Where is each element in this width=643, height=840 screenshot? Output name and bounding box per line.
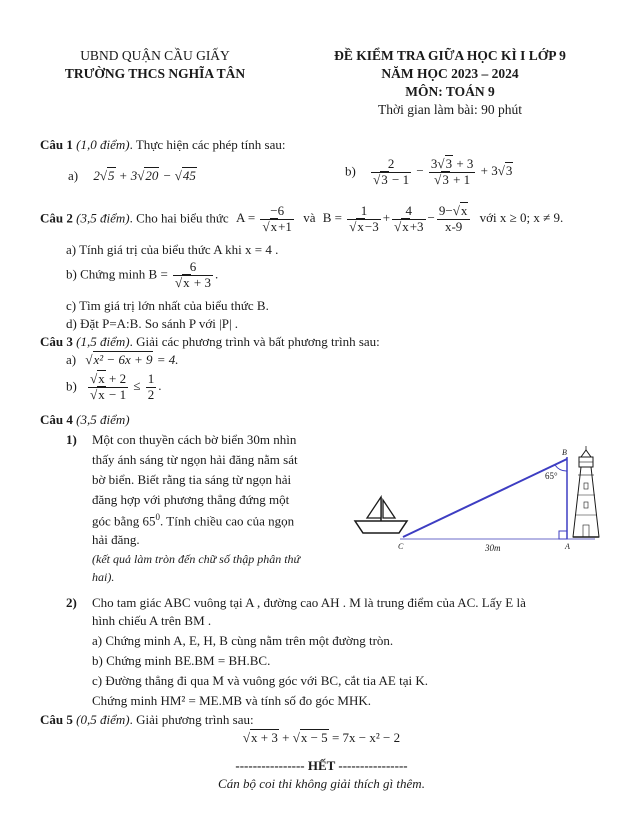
exam-title: ĐỀ KIỂM TRA GIỮA HỌC KÌ I LỚP 9: [334, 48, 566, 63]
q4-p2-c2: Chứng minh HM² = ME.MB và tính số đo góc MHK.: [92, 693, 372, 708]
q1-b: [345, 157, 513, 188]
q2-a: a) Tính giá trị của biểu thức A khi x = 4 .: [66, 242, 279, 257]
light-ray: [403, 459, 567, 537]
q4-p1-line4: đăng hợp với phương thẳng đứng một: [92, 492, 290, 507]
q4-p1-line3: bờ biển. Biết rằng tia sáng từ ngọn hải: [92, 472, 292, 487]
q2-and: và: [303, 210, 316, 226]
point-A-label: A: [565, 542, 570, 551]
q1-heading: [40, 137, 285, 153]
q1-a-label: a): [68, 168, 79, 183]
q1-a-expression: 2√5 + 3√20 − √45: [93, 168, 196, 183]
q5-points: (0,5 điểm): [76, 712, 130, 727]
q1-label: Câu 1: [40, 137, 73, 152]
q3-label: Câu 3: [40, 334, 73, 349]
q2-intro: . Cho hai biểu thức: [129, 210, 229, 226]
q1-points: (1,0 điểm): [76, 137, 130, 152]
footer-note: Cán bộ coi thi không giải thích gì thêm.: [218, 776, 425, 791]
q4-p1-line5b: . Tính chiều cao của ngọn: [160, 513, 295, 529]
q4-p1-line2: thấy ánh sáng từ ngọn hải đăng nằm sát: [92, 452, 298, 467]
q4-points: (3,5 điểm): [76, 412, 130, 427]
q4-p1-line5a: góc bằng 65: [92, 513, 156, 529]
subject: MÔN: TOÁN 9: [405, 84, 495, 99]
q4-p2-line2: hình chiếu A trên BM .: [92, 613, 212, 628]
q3-a: [66, 352, 179, 368]
q4-p2-c1: c) Đường thẳng đi qua M và vuông góc với BC, cắt tia AE tại K.: [92, 673, 428, 688]
point-B-label: B: [562, 448, 567, 457]
q3-intro: . Giải các phương trình và bất phương trình sau:: [129, 334, 380, 349]
q4-p1-line6: hải đăng.: [92, 532, 140, 547]
q2-expr-A: A = $\frac{-6}{√x+1}$: [235, 203, 292, 234]
header-school: TRƯỜNG THCS NGHĨA TÂN: [64, 66, 246, 81]
boat-icon: [355, 497, 407, 533]
q3-b: [66, 372, 161, 403]
end-marker: ---------------- HẾT ----------------: [235, 758, 408, 773]
q1-b-label: b): [345, 163, 356, 179]
time-limit: Thời gian làm bài: 90 phút: [378, 102, 522, 117]
right-angle-marker: [559, 531, 567, 539]
q2-d: d) Đặt P=A:B. So sánh P với |P| .: [66, 316, 239, 331]
header-district: UBND QUẬN CẦU GIẤY: [80, 48, 230, 63]
q4-p1-line1: Một con thuyền cách bờ biển 30m nhìn: [92, 432, 297, 447]
q3-a-equation: √x² − 6x + 9 = 4.: [85, 352, 179, 367]
q2-condition: với x ≥ 0; x ≠ 9.: [479, 210, 564, 226]
q4-heading: [40, 412, 130, 428]
q4-p2-line1: Cho tam giác ABC vuông tại A , đường cao AH . M là trung điểm của AC. Lấy E là: [92, 595, 526, 610]
q4-label: Câu 4: [40, 412, 73, 427]
q4-part2-number: 2): [66, 595, 77, 610]
q1-b-expression: $\frac{2}{√3 - 1}$ − $\frac{3√3 + 3}{√3 + 1}$ + 3√3: [373, 156, 513, 187]
q2-b-prefix: b) Chứng minh B =: [66, 266, 168, 282]
q3-b-inequality: $\frac{√x + 2}{√x - 1}$ ≤ $\frac{1}{2}$ .: [90, 371, 162, 402]
q4-p2-a: a) Chứng minh A, E, H, B cùng nằm trên một đường tròn.: [92, 633, 394, 648]
q4-p1-note2: hai).: [92, 570, 115, 584]
q3-a-label: a): [66, 352, 77, 367]
q4-p1-note1: (kết quả làm tròn đến chữ số thập phân thứ: [92, 552, 301, 566]
q2-heading: [40, 204, 563, 235]
school-year: NĂM HỌC 2023 – 2024: [381, 66, 519, 81]
point-C-label: C: [398, 542, 404, 551]
q1-intro: . Thực hiện các phép tính sau:: [129, 137, 286, 152]
q2-b: b) Chứng minh B = $\frac{6}{√x + 3}$ .: [66, 259, 219, 290]
lighthouse-icon: [573, 446, 599, 537]
q2-label: Câu 2: [40, 210, 73, 226]
q1-a: [68, 168, 197, 184]
q3-b-label: b): [66, 378, 77, 394]
q5-equation: √x + 3 + √x − 5 = 7x − x² − 2: [242, 730, 401, 745]
distance-label: 30m: [485, 543, 501, 553]
q4-part1-number: 1): [66, 432, 77, 447]
lighthouse-figure: [345, 445, 605, 555]
q3-heading: [40, 334, 380, 350]
q5-heading: [40, 712, 254, 728]
q5-intro: . Giải phương trình sau:: [129, 712, 254, 727]
q4-p2-b: b) Chứng minh BE.BM = BH.BC.: [92, 653, 271, 668]
q2-expr-B: B = $\frac{1}{√x-3}$ + $\frac{4}{√x+3}$ − $\frac{9-√x}{x-9}$: [323, 210, 473, 225]
q2-points: (3,5 điểm): [76, 210, 130, 226]
q2-c: c) Tìm giá trị lớn nhất của biểu thức B.: [66, 298, 269, 313]
q4-p1-line5: góc bằng $65^0$. Tính chiều cao của ngọn: [92, 512, 295, 529]
angle-label: 65°: [545, 471, 558, 481]
q5-label: Câu 5: [40, 712, 73, 727]
q3-points: (1,5 điểm): [76, 334, 130, 349]
